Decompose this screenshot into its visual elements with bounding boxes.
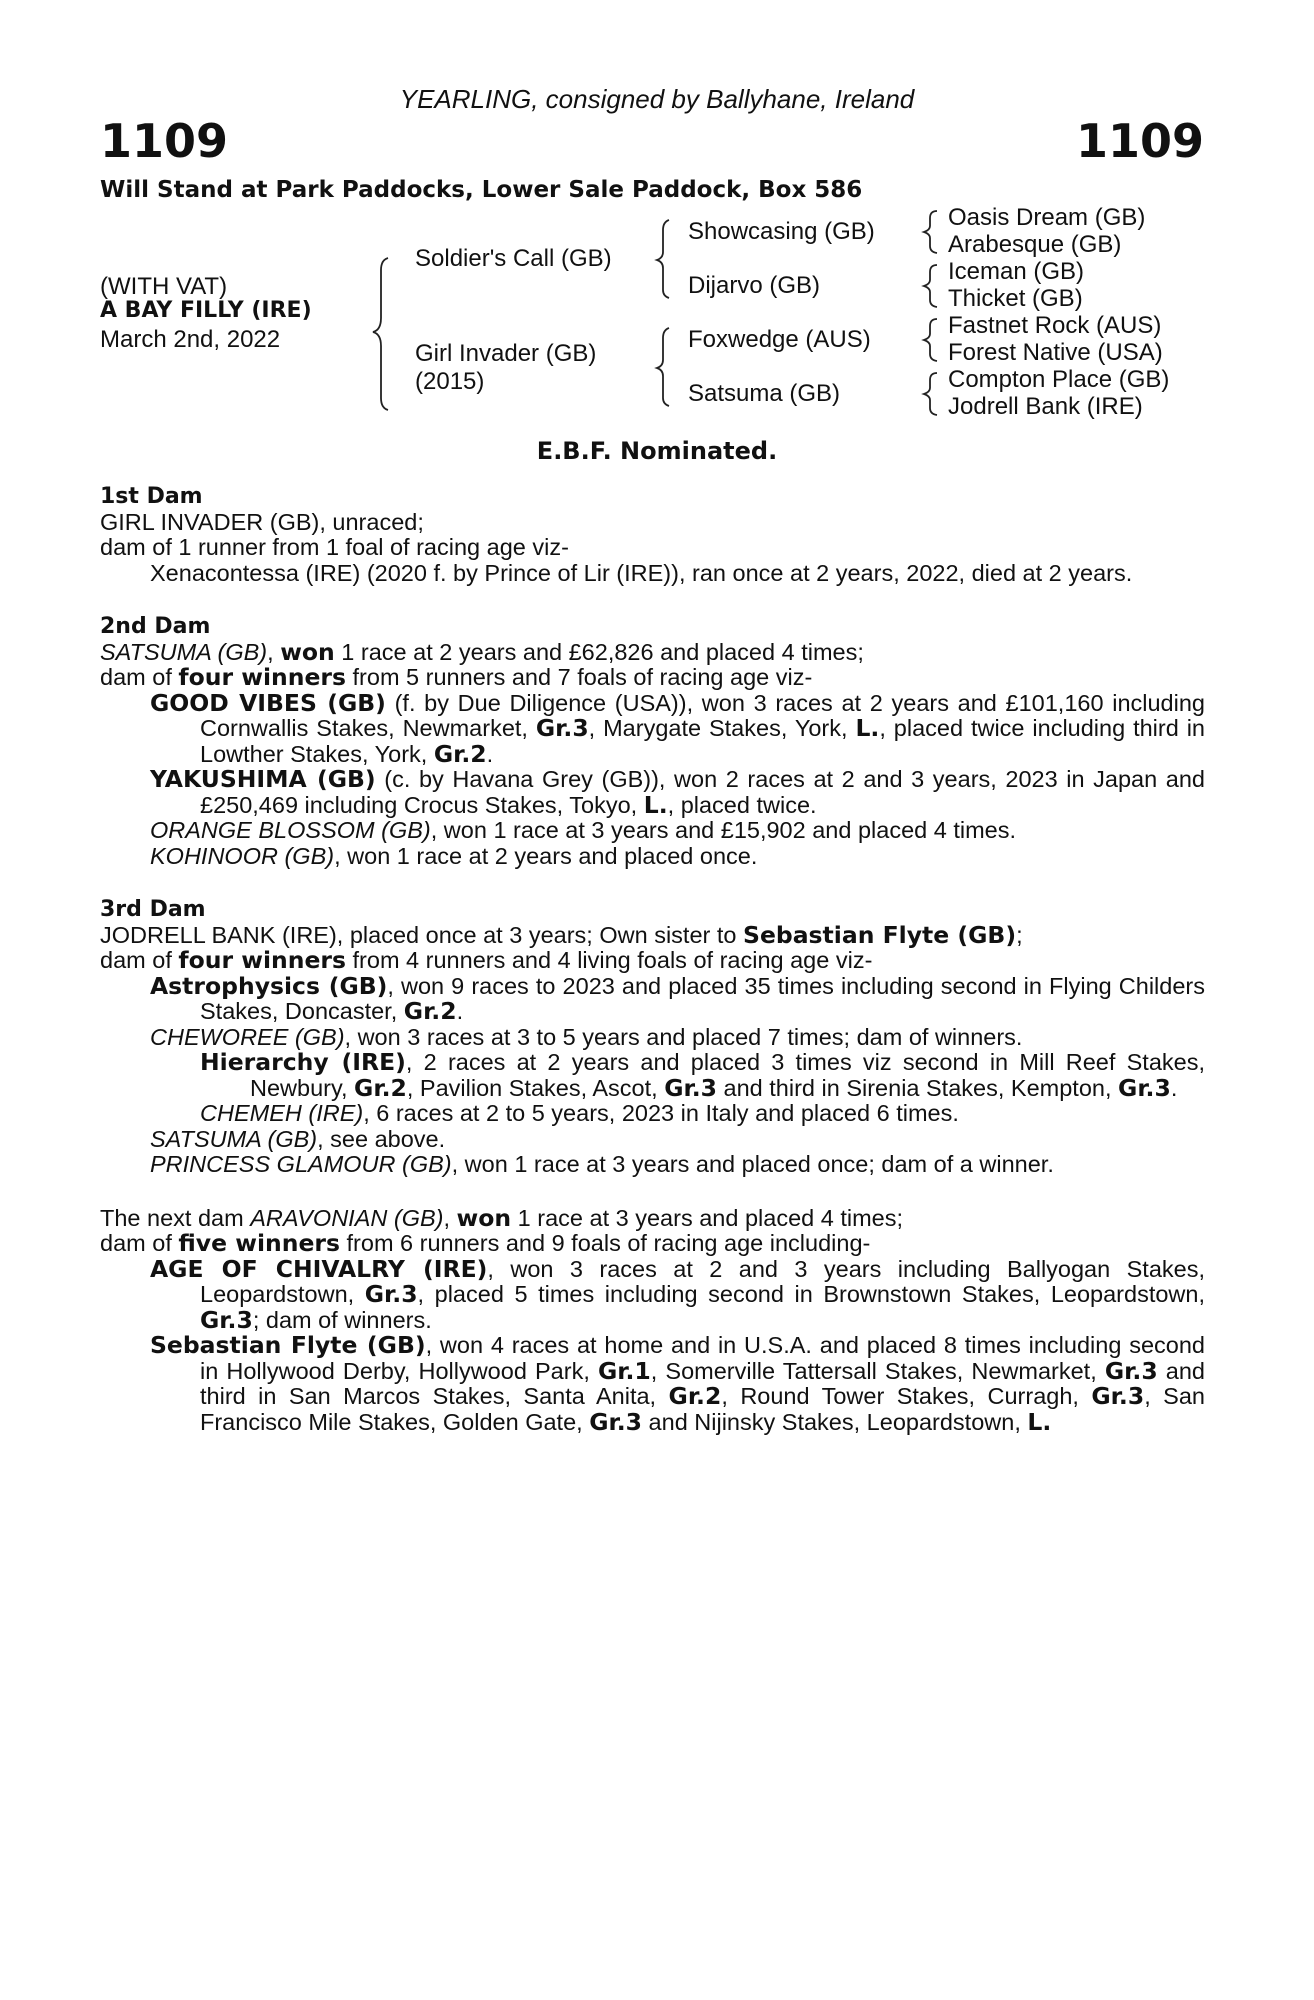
consigned-line: YEARLING, consigned by Ballyhane, Ireland [399, 84, 915, 114]
dam-sire: Foxwedge (AUS) [688, 326, 871, 353]
bracket-ss [924, 211, 937, 253]
dam-year: (2015) [415, 368, 485, 395]
third-dam-entry-2: CHEWOREE (GB), won 3 races at 3 to 5 years and placed 7 times; dam of winners. [150, 1023, 1023, 1050]
ggp-7: Compton Place (GB) [948, 366, 1170, 393]
next-dam-entry-2: Sebastian Flyte (GB), won 4 races at home and in U.S.A. and placed 8 times including second in Hollywood Derby, Hollywood Park, Gr.1, Somerville Tattersall Stakes, Newmarket, Gr.3 and third in San Marcos Stakes, Santa Anita, Gr.2, Round Tower Stakes, Curragh, Gr.3, San Francisco Mile Stakes, Golden Gate, Gr.3 and Nijinsky Stakes, Leopardstown, L. [150, 1331, 1205, 1436]
sire-sire: Showcasing (GB) [688, 218, 875, 245]
first-dam-produce-line: dam of 1 runner from 1 foal of racing age viz- [100, 534, 569, 560]
first-dam-line: GIRL INVADER (GB), unraced; [100, 508, 424, 535]
second-dam-entry-2: YAKUSHIMA (GB) (c. by Havana Grey (GB)), won 2 races at 2 and 3 years, 2023 in Japan and £250,469 including Crocus Stakes, Tokyo, L., placed twice. [150, 765, 1205, 819]
horse-dob: March 2nd, 2022 [100, 326, 281, 353]
stand-location: Will Stand at Park Paddocks, Lower Sale Paddock, Box 586 [100, 177, 863, 203]
third-dam-line: JODRELL BANK (IRE), placed once at 3 years; Own sister to Sebastian Flyte (GB); [100, 920, 1023, 949]
first-dam-heading: 1st Dam [100, 484, 203, 509]
sire-dam: Dijarvo (GB) [688, 272, 821, 299]
ggp-1: Oasis Dream (GB) [948, 204, 1146, 231]
next-dam-produce-line: dam of five winners from 6 runners and 9 foals of racing age including- [100, 1229, 871, 1257]
third-dam-entry-2b: CHEMEH (IRE), 6 races at 2 to 5 years, 2023 in Italy and placed 6 times. [200, 1100, 959, 1126]
ggp-2: Arabesque (GB) [948, 231, 1122, 258]
horse-name: A BAY FILLY (IRE) [100, 298, 312, 323]
next-dam-entry-1: AGE OF CHIVALRY (IRE), won 3 races at 2 and 3 years including Ballyogan Stakes, Leopardstown, Gr.3, placed 5 times including second in Brownstown Stakes, Leopardstown, Gr.3; dam of winners. [150, 1254, 1205, 1334]
ggp-8: Jodrell Bank (IRE) [948, 393, 1143, 420]
second-dam-produce-line: dam of four winners from 5 runners and 7 foals of racing age viz- [100, 663, 813, 691]
third-dam-entry-3: SATSUMA (GB), see above. [150, 1125, 446, 1152]
bracket-main [373, 258, 388, 410]
second-dam-section [100, 614, 1205, 869]
ggp-4: Thicket (GB) [948, 285, 1083, 312]
bracket-sd [924, 265, 937, 307]
bracket-ds [924, 319, 937, 361]
vat-label: (WITH VAT) [100, 273, 228, 300]
first-dam-section [100, 484, 1205, 586]
second-dam-heading: 2nd Dam [100, 614, 211, 639]
second-dam-entry-4: KOHINOOR (GB), won 1 race at 2 years and placed once. [150, 842, 758, 869]
lot-number-right: 1109 [1075, 114, 1204, 168]
pedigree-notes [100, 484, 1205, 1463]
bracket-sire [657, 220, 669, 298]
next-dam-line: The next dam ARAVONIAN (GB), won 1 race at 3 years and placed 4 times; [100, 1203, 904, 1232]
third-dam-entry-2a: Hierarchy (IRE), 2 races at 2 years and placed 3 times viz second in Mill Reef Stakes, Newbury, Gr.2, Pavilion Stakes, Ascot, Gr.3 and third in Sirenia Stakes, Kempton, Gr.3. [200, 1048, 1205, 1102]
third-dam-heading: 3rd Dam [100, 897, 206, 922]
second-dam-line: SATSUMA (GB), won 1 race at 2 years and £62,826 and placed 4 times; [100, 637, 864, 666]
bracket-dam [657, 328, 669, 406]
first-dam-entry: Xenacontessa (IRE) (2020 f. by Prince of Lir (IRE)), ran once at 2 years, 2022, died at 2 years. [150, 559, 1133, 586]
third-dam-entry-4: PRINCESS GLAMOUR (GB), won 1 race at 3 years and placed once; dam of a winner. [150, 1151, 1054, 1177]
third-dam-produce-line: dam of four winners from 4 runners and 4 living foals of racing age viz- [100, 946, 873, 974]
dam-name: Girl Invader (GB) [415, 340, 597, 367]
pedigree-brackets [0, 0, 1314, 440]
ggp-6: Forest Native (USA) [948, 339, 1163, 366]
ggp-5: Fastnet Rock (AUS) [948, 312, 1162, 339]
dam-dam: Satsuma (GB) [688, 380, 841, 407]
third-dam-entry-1: Astrophysics (GB), won 9 races to 2023 and placed 35 times including second in Flying Childers Stakes, Doncaster, Gr.2. [150, 971, 1205, 1025]
ebf-nominated: E.B.F. Nominated. [536, 437, 778, 465]
next-dam-section [100, 1203, 1205, 1436]
sire: Soldier's Call (GB) [415, 245, 612, 272]
second-dam-entry-3: ORANGE BLOSSOM (GB), won 1 race at 3 years and £15,902 and placed 4 times. [150, 817, 1017, 843]
bracket-dd [924, 373, 937, 415]
third-dam-section [100, 897, 1205, 1178]
lot-number-left: 1109 [100, 114, 229, 168]
ggp-3: Iceman (GB) [948, 258, 1085, 285]
second-dam-entry-1: GOOD VIBES (GB) (f. by Due Diligence (USA)), won 3 races at 2 years and £101,160 including Cornwallis Stakes, Newmarket, Gr.3, Marygate Stakes, York, L., placed twice including third in Lowther Stakes, York, Gr.2. [150, 688, 1205, 768]
